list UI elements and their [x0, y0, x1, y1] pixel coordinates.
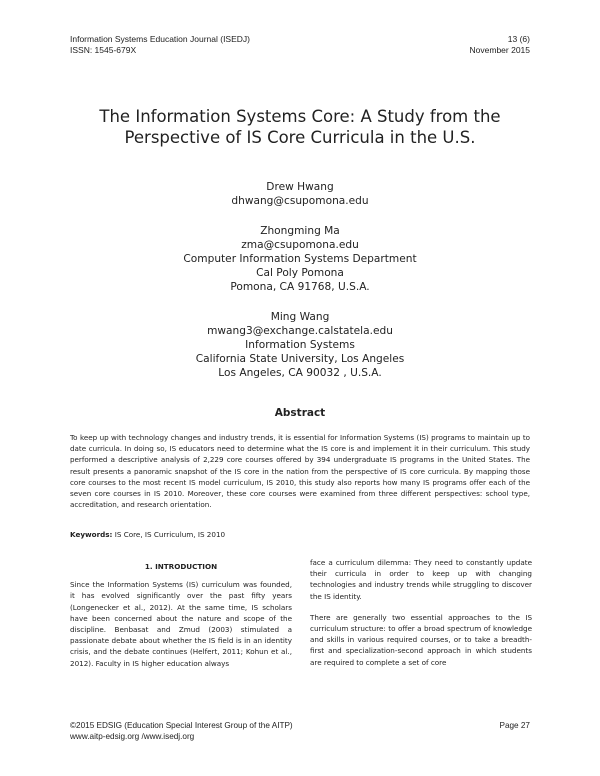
author-affiliation: Cal Poly Pomona [256, 267, 344, 279]
author-email: zma@csupomona.edu [241, 239, 359, 251]
volume-issue: 13 (6) [507, 34, 530, 44]
keywords [70, 530, 225, 539]
footer-url: www.aitp-edsig.org /www.isedj.org [70, 732, 195, 741]
author-name: Ming Wang [270, 311, 330, 323]
abstract-text: To keep up with technology changes and industry trends, it is essential for Information Systems (IS) programs to maintain up to date curricula. In doing so, IS educators need to determine what the IS core is and implement it in their curriculum. This study performed a descriptive analysis of 2,229 core courses offered by 394 undergraduate IS programs in the United States. The result presents a panoramic snapshot of the IS core in the nation from the perspective of IS core curricula. By mapping those core courses to the most recent IS model curriculum, IS 2010, this study also reports how many IS programs offer each of the seven core courses in IS 2010. Moreover, these core courses were examined from three different perspectives: school type, accreditation, and research orientation. [70, 433, 530, 510]
author-affiliation: Information Systems [245, 339, 355, 351]
issn: ISSN: 1545-679X [70, 45, 137, 55]
author-affiliation: Computer Information Systems Department [183, 253, 417, 265]
keywords-label: Keywords: [70, 530, 113, 539]
intro-paragraph: face a curriculum dilemma: They need to constantly update their curricula in order to keep up with changing technologies and industry trends while struggling to discover the IS identity. [310, 558, 532, 601]
author-email: dhwang@csupomona.edu [231, 195, 369, 207]
author-block [100, 224, 500, 294]
journal-info [70, 34, 250, 56]
author-block [100, 180, 500, 208]
column-left [70, 561, 292, 679]
issue-date: November 2015 [469, 45, 530, 55]
issue-info [470, 34, 530, 56]
author-address: Los Angeles, CA 90032 , U.S.A. [218, 367, 382, 379]
footer-org: ©2015 EDSIG (Education Special Interest Group of the AITP) [70, 721, 293, 730]
page-number: Page 27 [499, 721, 530, 730]
title-line-2: Perspective of IS Core Curricula in the U.S. [124, 128, 476, 147]
title-line-1: The Information Systems Core: A Study from the [99, 107, 501, 126]
author-affiliation: California State University, Los Angeles [195, 353, 405, 365]
intro-paragraph: There are generally two essential approaches to the IS curriculum structure: to offer a broad spectrum of knowledge and skills in various required courses, or to take a breadth-first and specialization-second approach in which students are required to complete a set of core [310, 612, 532, 667]
keywords-text: IS Core, IS Curriculum, IS 2010 [112, 530, 226, 539]
intro-paragraph: Since the Information Systems (IS) curriculum was founded, it has evolved significantly over the past fifty years (Longenecker et al., 2012). At the same time, IS scholars have been concerned about the nature and scope of the discipline. Benbasat and Zmud (2003) stimulated a passionate debate about whether the IS field is in an identity crisis, and the debate continues (Helfert, 2011; Kohun et al., 2012). Faculty in IS higher education always [70, 580, 292, 668]
author-list [100, 180, 500, 396]
author-name: Zhongming Ma [260, 225, 340, 237]
journal-name: Information Systems Education Journal (ISEDJ) [70, 34, 250, 44]
author-email: mwang3@exchange.calstatela.edu [207, 325, 393, 337]
author-name: Drew Hwang [266, 181, 334, 193]
author-address: Pomona, CA 91768, U.S.A. [230, 281, 370, 293]
column-right [310, 557, 532, 678]
footer-left [70, 720, 293, 742]
author-block [100, 310, 500, 380]
paper-title [40, 106, 560, 148]
abstract-heading: Abstract [274, 407, 326, 419]
section-heading: 1. INTRODUCTION [144, 562, 218, 571]
